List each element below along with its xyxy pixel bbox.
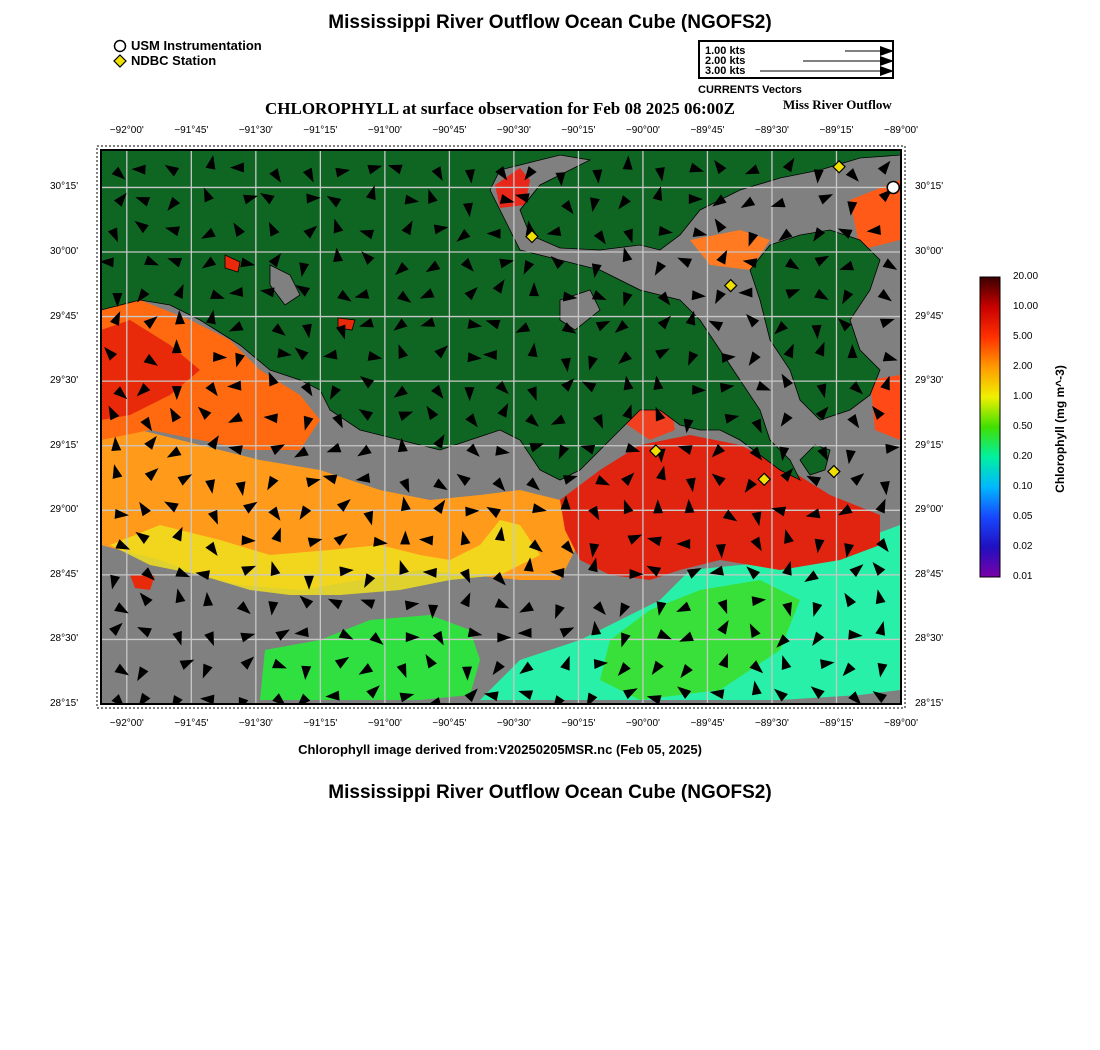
lat-tick-label: 29°45'	[915, 310, 944, 322]
page-title: Mississippi River Outflow Ocean Cube (NGOFS2)	[328, 12, 772, 33]
lon-tick-label: −91°00'	[367, 718, 402, 729]
lon-tick-label: −90°15'	[561, 125, 596, 136]
colorbar-tick-label: 10.00	[1013, 301, 1039, 312]
lon-tick-label: −89°15'	[819, 718, 854, 729]
lon-tick-label: −89°00'	[884, 718, 918, 729]
lon-tick-label: −92°00'	[109, 125, 144, 136]
lat-tick-label: 29°30'	[915, 375, 944, 387]
lat-tick-label: 30°00'	[915, 246, 944, 258]
lon-tick-label: −89°45'	[690, 125, 725, 136]
lon-tick-label: −89°45'	[690, 718, 725, 729]
lon-tick-label: −91°30'	[238, 718, 273, 729]
lon-tick-label: −89°30'	[754, 718, 789, 729]
colorbar-tick-label: 0.02	[1013, 541, 1033, 552]
colorbar-tick-label: 0.50	[1013, 421, 1033, 432]
colorbar-ramp	[980, 277, 1000, 577]
lon-tick-label: −90°00'	[625, 125, 660, 136]
lon-tick-label: −90°15'	[561, 718, 596, 729]
colorbar-tick-label: 1.00	[1013, 391, 1033, 402]
region-label: Miss River Outflow	[783, 97, 892, 112]
lon-tick-label: −91°00'	[367, 125, 402, 136]
lat-tick-label: 29°00'	[915, 504, 944, 516]
legend-ndbc-label: NDBC Station	[131, 53, 217, 68]
lat-tick-label: 29°15'	[50, 439, 79, 451]
lon-tick-label: −89°00'	[884, 125, 918, 136]
source-caption: Chlorophyll image derived from:V20250205MSR.nc (Feb 05, 2025)	[298, 742, 702, 757]
lat-tick-label: 29°15'	[915, 439, 944, 451]
lon-tick-label: −91°15'	[303, 125, 338, 136]
lon-tick-label: −92°00'	[109, 718, 144, 729]
vector-key-label-2: 2.00 kts	[705, 55, 746, 67]
usm-station-marker[interactable]	[887, 181, 899, 193]
vector-key-label-3: 3.00 kts	[705, 65, 746, 77]
vector-key-title: CURRENTS Vectors	[698, 84, 802, 96]
lat-tick-label: 28°45'	[50, 568, 79, 580]
lon-tick-label: −89°15'	[819, 125, 854, 136]
lat-tick-label: 28°15'	[915, 698, 944, 709]
lon-tick-label: −90°45'	[432, 125, 467, 136]
legend-usm-label: USM Instrumentation	[131, 38, 262, 53]
lat-tick-label: 30°15'	[915, 181, 944, 193]
lat-tick-label: 28°30'	[915, 633, 944, 645]
lon-tick-label: −90°45'	[432, 718, 467, 729]
colorbar-tick-label: 0.20	[1013, 451, 1033, 462]
lat-tick-label: 28°45'	[915, 568, 944, 580]
lat-tick-label: 29°45'	[50, 310, 79, 322]
colorbar-tick-label: 5.00	[1013, 331, 1033, 342]
lon-tick-label: −89°30'	[754, 125, 789, 136]
colorbar-tick-label: 20.00	[1013, 271, 1039, 282]
lon-tick-label: −91°45'	[174, 125, 209, 136]
lon-tick-label: −90°30'	[496, 718, 531, 729]
lon-tick-label: −90°00'	[625, 718, 660, 729]
footer-title: Mississippi River Outflow Ocean Cube (NGOFS2)	[328, 782, 772, 803]
lat-tick-label: 29°30'	[50, 375, 79, 387]
lat-tick-label: 30°15'	[50, 181, 79, 193]
colorbar-tick-label: 0.10	[1013, 481, 1033, 492]
map-subtitle: CHLOROPHYLL at surface observation for Feb 08 2025 06:00Z	[265, 99, 735, 118]
lat-tick-label: 28°30'	[50, 633, 79, 645]
colorbar-tick-label: 0.01	[1013, 571, 1033, 582]
colorbar-tick-label: 0.05	[1013, 511, 1033, 522]
lat-tick-label: 30°00'	[50, 246, 79, 258]
lat-tick-label: 28°15'	[50, 698, 79, 709]
lat-tick-label: 29°00'	[50, 504, 79, 516]
lon-tick-label: −91°15'	[303, 718, 338, 729]
lon-tick-label: −90°30'	[496, 125, 531, 136]
colorbar-tick-label: 2.00	[1013, 361, 1033, 372]
colorbar-title: Chlorophyll (mg m^-3)	[1053, 365, 1067, 493]
lon-tick-label: −91°30'	[238, 125, 273, 136]
vector-key-label-1: 1.00 kts	[705, 45, 746, 57]
lon-tick-label: −91°45'	[174, 718, 209, 729]
